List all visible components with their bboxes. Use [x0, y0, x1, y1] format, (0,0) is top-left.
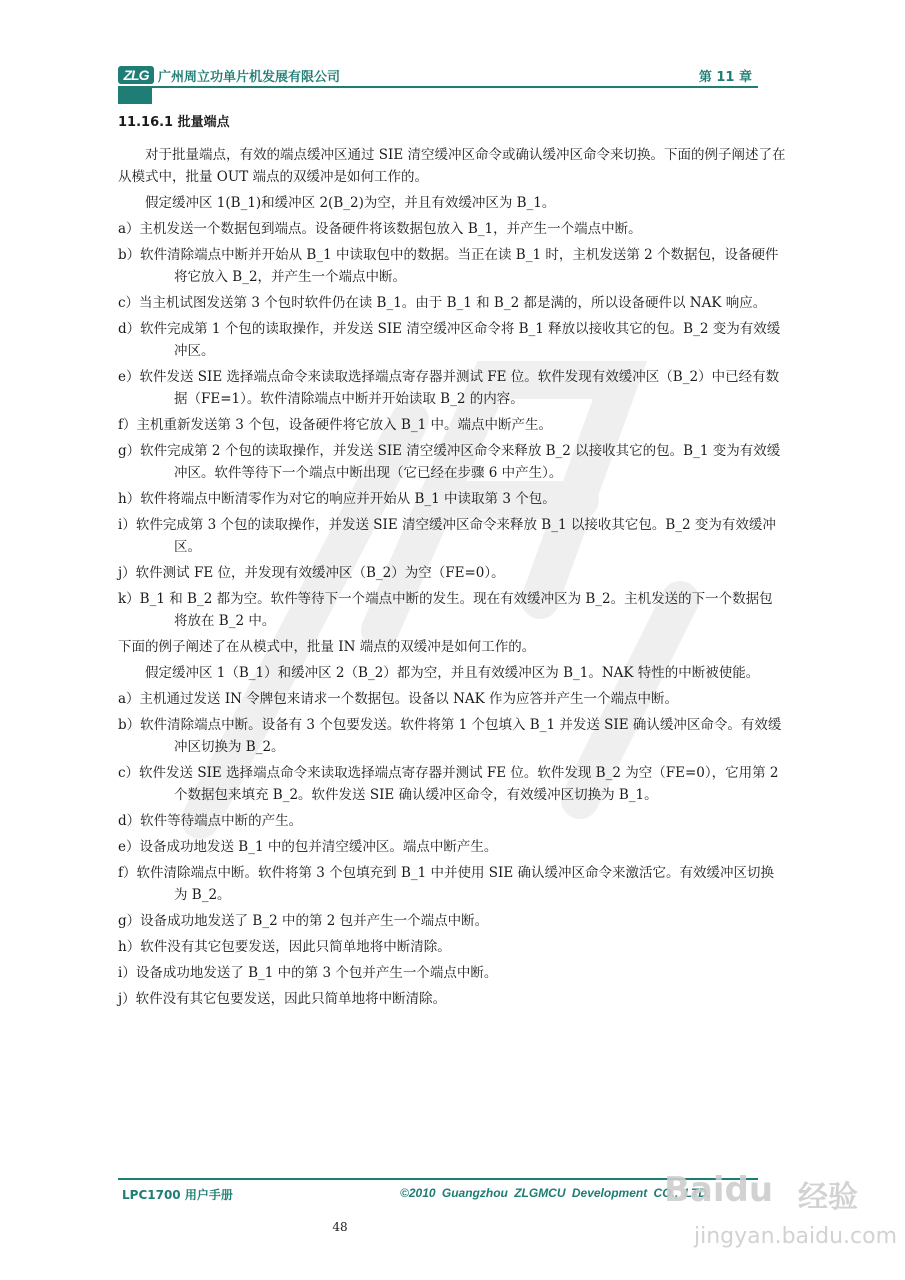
list-item: h）软件将端点中断清零作为对它的响应并开始从 B_1 中读取第 3 个包。: [118, 491, 556, 507]
copyright-text: ©2010 Guangzhou ZLGMCU Development CO., LTD.: [400, 1186, 711, 1200]
list-item: k）B_1 和 B_2 都为空。软件等待下一个端点中断的发生。现在有效缓冲区为 B_2。主机发送的下一个数据包将放在 B_2 中。: [118, 591, 773, 629]
header-accent-block: [118, 88, 152, 104]
list-item: h）软件没有其它包要发送，因此只简单地将中断清除。: [118, 939, 451, 955]
in-steps-list: [118, 688, 786, 1010]
baidu-watermark: [664, 1162, 896, 1272]
list-item: f）主机重新发送第 3 个包，设备硬件将它放入 B_1 中。端点中断产生。: [118, 417, 553, 433]
list-item: e）设备成功地发送 B_1 中的包并清空缓冲区。端点中断产生。: [118, 839, 498, 855]
list-item: e）软件发送 SIE 选择端点命令来读取选择端点寄存器并测试 FE 位。软件发现有效缓冲区（B_2）中已经有数据（FE=1）。软件清除端点中断并开始读取 B_2 的内容。: [118, 369, 780, 407]
list-item: c）软件发送 SIE 选择端点命令来读取选择端点寄存器并测试 FE 位。软件发现 B_2 为空（FE=0），它用第 2 个数据包来填充 B_2。软件发送 SIE 确认缓冲区命令，有效缓冲区切换为 B_1。: [118, 765, 779, 803]
baidu-brand: Baidu: [664, 1170, 774, 1210]
list-item: g）设备成功地发送了 B_2 中的第 2 包并产生一个端点中断。: [118, 913, 489, 929]
page-header: [118, 60, 758, 106]
assumption-in: 假定缓冲区 1（B_1）和缓冲区 2（B_2）都为空，并且有效缓冲区为 B_1。NAK 特性的中断被使能。: [145, 665, 760, 681]
list-item: d）软件等待端点中断的产生。: [118, 813, 303, 829]
chapter-label: 第 11 章: [698, 70, 752, 85]
manual-title: LPC1700 用户手册: [122, 1188, 233, 1202]
list-item: a）主机通过发送 IN 令牌包来请求一个数据包。设备以 NAK 作为应答并产生一个端点中断。: [118, 691, 679, 707]
list-item: i）软件完成第 3 个包的读取操作，并发送 SIE 清空缓冲区命令来释放 B_1 以接收其它包。B_2 变为有效缓冲区。: [118, 517, 776, 555]
list-item: a）主机发送一个数据包到端点。设备硬件将该数据包放入 B_1，并产生一个端点中断。: [118, 221, 642, 237]
header-rule: [118, 86, 758, 88]
list-item: i）设备成功地发送了 B_1 中的第 3 个包并产生一个端点中断。: [118, 965, 498, 981]
intro-paragraph: 对于批量端点，有效的端点缓冲区通过 SIE 清空缓冲区命令或确认缓冲区命令来切换。下面的例子阐述了在从模式中，批量 OUT 端点的双缓冲是如何工作的。: [118, 147, 786, 185]
footer-rule: [118, 1178, 758, 1180]
out-steps-list: [118, 218, 786, 632]
baidu-brand-cn: 经验: [798, 1180, 858, 1215]
section-title: 11.16.1 批量端点: [118, 115, 230, 130]
assumption-out: 假定缓冲区 1(B_1)和缓冲区 2(B_2)为空，并且有效缓冲区为 B_1。: [145, 195, 556, 211]
baidu-url: jingyan.baidu.com: [694, 1224, 898, 1249]
company-logo: ZLG: [118, 66, 154, 84]
list-item: j）软件没有其它包要发送，因此只简单地将中断清除。: [118, 991, 447, 1007]
list-item: d）软件完成第 1 个包的读取操作，并发送 SIE 清空缓冲区命令将 B_1 释放以接收其它的包。B_2 变为有效缓冲区。: [118, 321, 781, 359]
list-item: g）软件完成第 2 个包的读取操作，并发送 SIE 清空缓冲区命令来释放 B_2 以接收其它的包。B_1 变为有效缓冲区。软件等待下一个端点中断出现（它已经在步骤 6 中产生）。: [118, 443, 781, 481]
document-body: [118, 112, 786, 1014]
list-item: c）当主机试图发送第 3 个包时软件仍在读 B_1。由于 B_1 和 B_2 都是满的，所以设备硬件以 NAK 响应。: [118, 295, 767, 311]
list-item: j）软件测试 FE 位，并发现有效缓冲区（B_2）为空（FE=0）。: [118, 565, 505, 581]
list-item: b）软件清除端点中断并开始从 B_1 中读取包中的数据。当正在读 B_1 时，主机发送第 2 个数据包，设备硬件将它放入 B_2，并产生一个端点中断。: [118, 247, 779, 285]
list-item: b）软件清除端点中断。设备有 3 个包要发送。软件将第 1 个包填入 B_1 并发送 SIE 确认缓冲区命令。有效缓冲区切换为 B_2。: [118, 717, 782, 755]
page-number: 48: [332, 1220, 348, 1234]
company-name: 广州周立功单片机发展有限公司: [158, 70, 341, 85]
list-item: f）软件清除端点中断。软件将第 3 个包填充到 B_1 中并使用 SIE 确认缓冲区命令来激活它。有效缓冲区切换为 B_2。: [118, 865, 775, 903]
in-intro-paragraph: 下面的例子阐述了在从模式中，批量 IN 端点的双缓冲是如何工作的。: [118, 639, 536, 655]
